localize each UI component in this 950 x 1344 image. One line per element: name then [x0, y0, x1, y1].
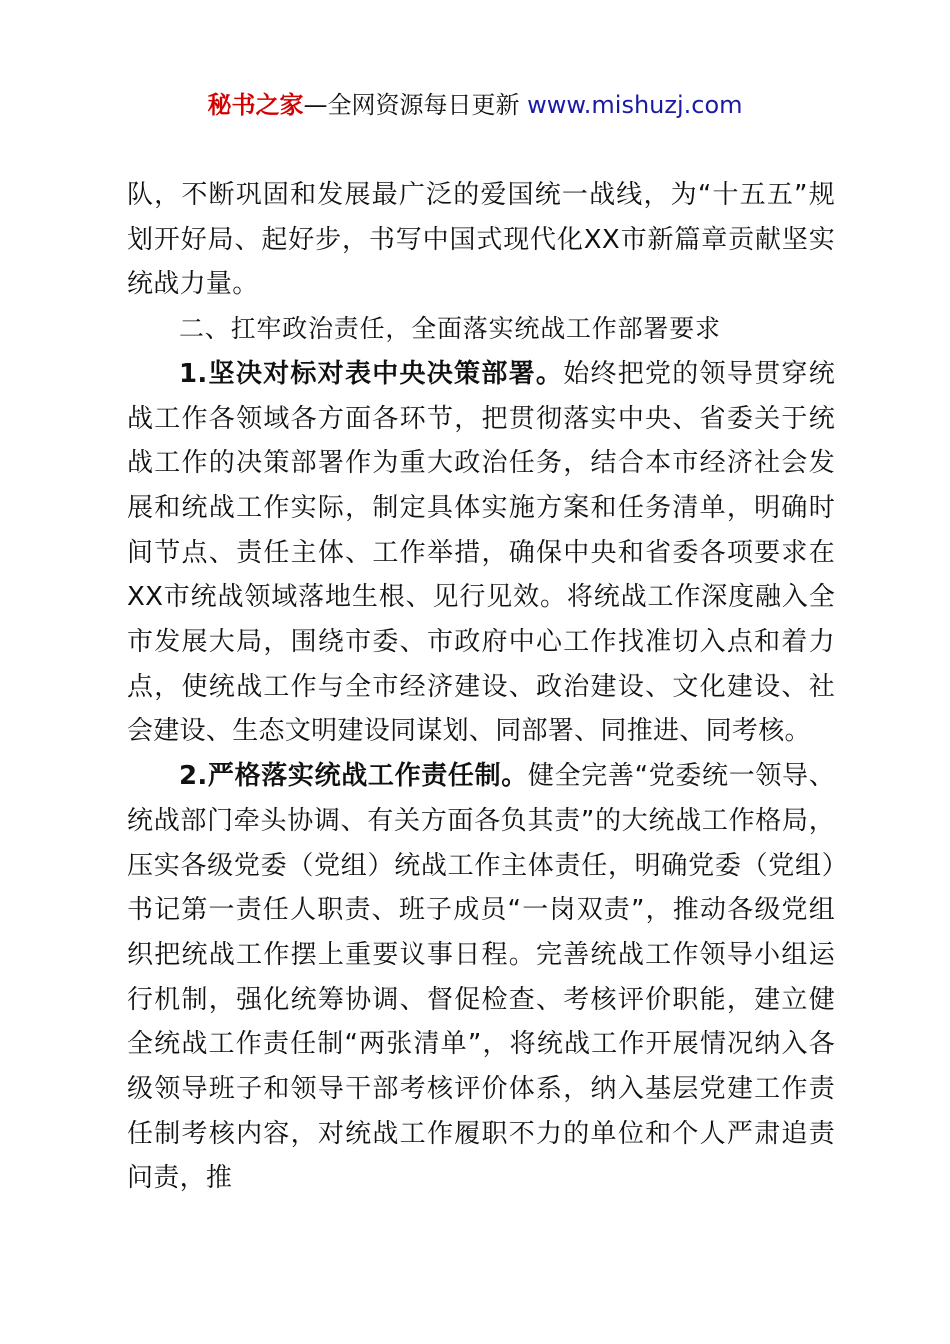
item-1-lead: 1.坚决对标对表中央决策部署。 — [179, 358, 564, 389]
item-2-text: 健全完善“党委统一领导、统战部门牵头协调、有关方面各负其责”的大统战工作格局，压实各级党委（党组）统战工作主体责任，明确党委（党组）书记第一责任人职责、班子成员“一岗双责”，推动各级党组织把统战工作摆上重要议事日程。完善统战工作领导小组运行机制，强化统筹协调、督促检查、考核评价职能，建立健全统战工作责任制“两张清单”，将统战工作开展情况纳入各级领导班子和领导干部考核评价体系，纳入基层党建工作责任制考核内容，对统战工作履职不力的单位和个人严肃追责问责，推 — [127, 761, 836, 1194]
paragraph-item-2 — [127, 754, 835, 1201]
header-site-link[interactable]: www.mishuzj.com — [527, 91, 743, 119]
document-body — [127, 173, 835, 1201]
item-1-text: 始终把党的领导贯穿统战工作各领域各方面各环节，把贯彻落实中央、省委关于统战工作的决策部署作为重大政治任务，结合本市经济社会发展和统战工作实际，制定具体实施方案和任务清单，明确时间节点、责任主体、工作举措，确保中央和省委各项要求在XX市统战领域落地生根、见行见效。将统战工作深度融入全市发展大局，围绕市委、市政府中心工作找准切入点和着力点，使统战工作与全市经济建设、政治建设、文化建设、社会建设、生态文明建设同谋划、同部署、同推进、同考核。 — [127, 358, 835, 747]
paragraph-item-1 — [127, 352, 835, 754]
header-tagline: 全网资源每日更新 — [327, 91, 520, 119]
section-heading: 二、扛牢政治责任，全面落实统战工作部署要求 — [179, 314, 721, 344]
header-brand: 秘书之家 — [207, 91, 304, 119]
page-header — [0, 88, 950, 122]
item-2-lead: 2.严格落实统战工作责任制。 — [179, 761, 528, 792]
paragraph-continuation: 队，不断巩固和发展最广泛的爱国统一战线，为“十五五”规划开好局、起好步，书写中国式现代化XX市新篇章贡献坚实统战力量。 — [127, 180, 835, 300]
header-dash: — — [303, 91, 328, 119]
